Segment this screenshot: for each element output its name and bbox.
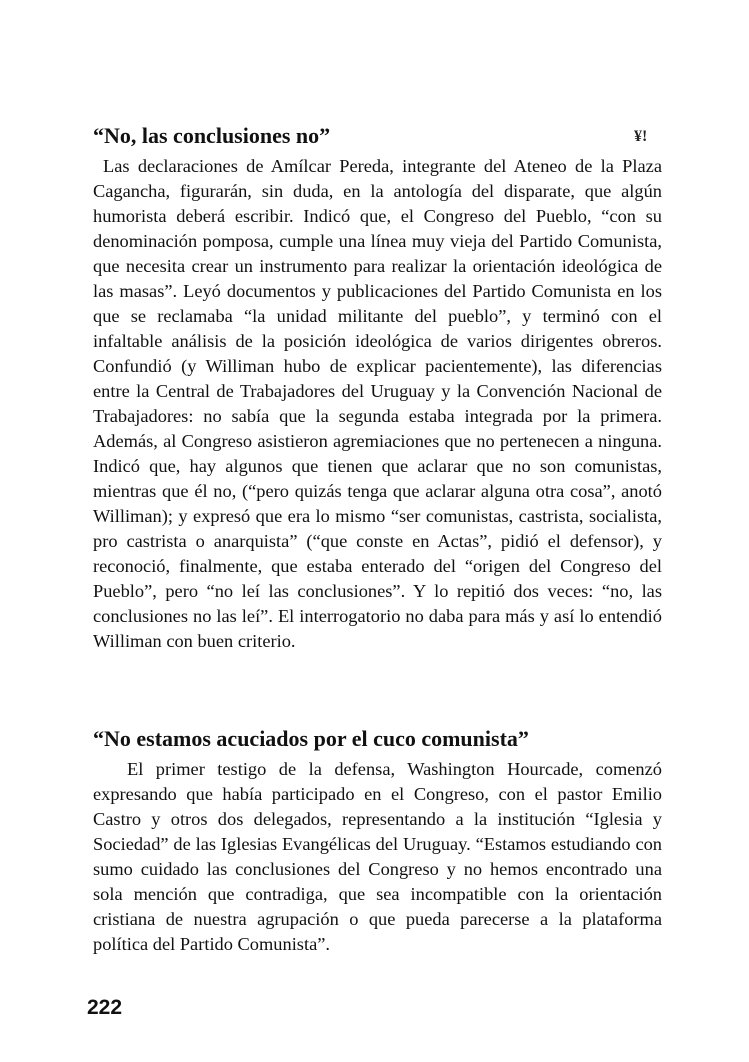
paragraph-text: Las declaraciones de Amílcar Pereda, integrante del Ateneo de la Plaza Cagancha, figurarán, sin duda, en la antología del disparate, que algún humorista deberá escribir. Indicó que, el Congreso del Pueblo, “con su denominación pomposa, cumple una línea muy vieja del Partido Comunista, que necesita crear un instrumento para realizar la orientación ideológica de las masas”. Leyó documentos y publicaciones del Partido Comunista en los que se reclamaba “la unidad militante del pueblo”, y terminó con el infaltable análisis de la posición ideológica de varios dirigentes obreros. Confundió (y Williman hubo de explicar pacientemente), las diferencias entre la Central de Trabajadores del Uruguay y la Convención Nacional de Trabajadores: no sabía que la segunda estaba integrada por la primera. Además, al Congreso asistieron agremiaciones que no pertenecen a ninguna. Indicó que, hay algunos que tienen que aclarar que no son comunistas, mientras que él no, (“pero quizás tenga que aclarar alguna otra cosa”, anotó Williman); y expresó que era lo mismo “ser comunistas, castrista, socialista, pro castrista o anarquista” (“que conste en Actas”, pidió el defensor), y reconoció, finalmente, que estaba enterado del “origen del Congreso del Pueblo”, pero “no leí las conclusiones”. Y lo repitió dos veces: “no, las conclusiones no las leí”. El interrogatorio no daba para más y así lo entendió Williman con buen criterio. <box>93 156 662 651</box>
page-number: 222 <box>87 996 123 1019</box>
margin-mark: ¥! <box>634 128 648 145</box>
paragraph-text: El primer testigo de la defensa, Washington Hourcade, comenzó expresando que había participado en el Congreso, con el pastor Emilio Castro y otros dos delegados, representando a la institución “Iglesia y Sociedad” de las Iglesias Evangélicas del Uruguay. “Estamos estudiando con sumo cuidado las conclusiones del Congreso y no hemos encontrado una sola mención que contradiga, que sea incompatible con la orientación cristiana de nuestra agrupación o que pueda parecerse a la plataforma política del Partido Comunista”. <box>93 759 662 954</box>
section-heading: “No, las conclusiones no” <box>93 123 331 148</box>
section-heading: “No estamos acuciados por el cuco comunista” <box>93 726 529 751</box>
section-no-estamos-acuciados <box>93 725 662 957</box>
section-paragraph <box>93 757 662 957</box>
section-paragraph <box>93 154 662 654</box>
section-no-las-conclusiones <box>93 122 662 654</box>
